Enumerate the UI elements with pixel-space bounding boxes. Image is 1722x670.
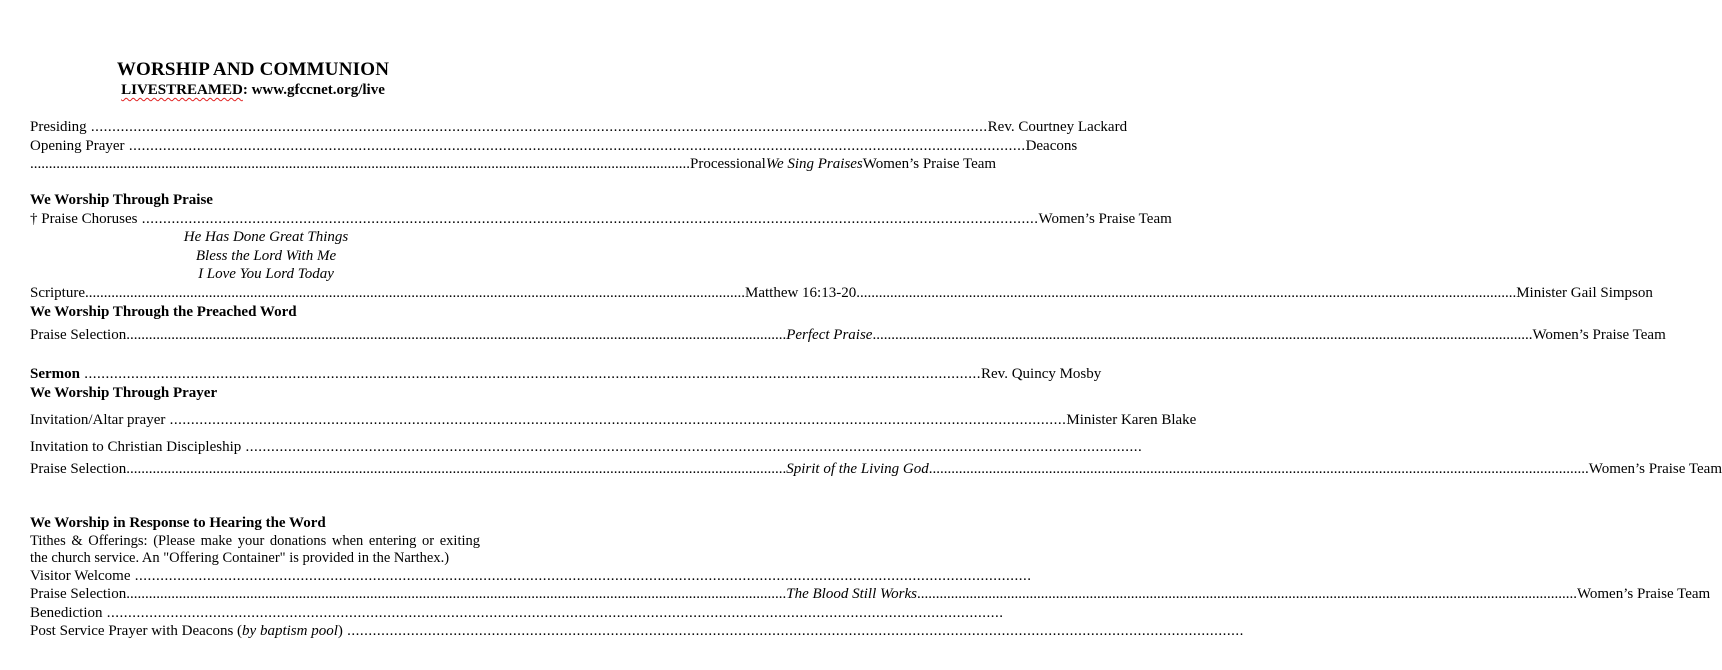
praise-choruses-value: Women’s Praise Team bbox=[1038, 210, 1172, 227]
sermon-value: Rev. Quincy Mosby bbox=[981, 365, 1102, 382]
sermon-label: Sermon bbox=[30, 365, 80, 382]
presiding-row bbox=[30, 118, 1128, 137]
invitation-value: Minister Karen Blake bbox=[1066, 412, 1197, 428]
word-selection-label: Praise Selection bbox=[30, 327, 127, 343]
visitor-row bbox=[30, 567, 480, 586]
scripture-value: Minister Gail Simpson bbox=[1516, 284, 1653, 301]
processional-value: Women’s Praise Team bbox=[862, 156, 997, 172]
discipleship-label: Invitation to Christian Discipleship bbox=[30, 438, 242, 455]
praise-heading: We Worship Through Praise bbox=[30, 191, 213, 208]
invitation-label: Invitation/Altar prayer bbox=[30, 412, 166, 428]
praise-song-3: I Love You Lord Today bbox=[198, 266, 334, 282]
post-prayer-close: ) bbox=[337, 623, 343, 639]
invitation-row bbox=[30, 411, 1197, 430]
opening-prayer-label: Opening Prayer bbox=[30, 137, 125, 154]
praise-choruses-row bbox=[30, 210, 1172, 229]
scripture-reference: Matthew 16:13-20 bbox=[744, 284, 857, 301]
response-selection-song: The Blood Still Works bbox=[786, 586, 917, 602]
opening-prayer-value: Deacons bbox=[1025, 137, 1078, 154]
word-selection-song: Perfect Praise bbox=[786, 327, 873, 343]
post-prayer-label: Post Service Prayer with Deacons ( bbox=[30, 623, 243, 639]
opening-prayer-row bbox=[30, 137, 1078, 156]
praise-song-2: Bless the Lord With Me bbox=[195, 247, 337, 264]
discipleship-row bbox=[30, 438, 480, 457]
word-heading: We Worship Through the Preached Word bbox=[30, 304, 297, 320]
benediction-label: Benediction bbox=[30, 604, 103, 621]
post-prayer-row bbox=[30, 622, 480, 641]
prayer-heading: We Worship Through Prayer bbox=[30, 385, 218, 401]
word-selection-row bbox=[30, 326, 1666, 345]
livestream-url: : www.gfccnet.org/live bbox=[242, 82, 385, 98]
processional-row bbox=[30, 155, 997, 174]
order-of-service bbox=[30, 118, 1722, 641]
prayer-selection-song: Spirit of the Living God bbox=[786, 461, 929, 477]
sermon-row bbox=[30, 365, 1102, 384]
scripture-label: Scripture bbox=[30, 284, 85, 301]
processional-label: Processional bbox=[690, 156, 766, 172]
benediction-row bbox=[30, 604, 480, 623]
praise-choruses-label: † Praise Choruses bbox=[30, 210, 138, 227]
post-prayer-note: by baptism pool bbox=[242, 623, 338, 639]
response-selection-label: Praise Selection bbox=[30, 586, 127, 602]
prayer-selection-value: Women’s Praise Team bbox=[1588, 461, 1722, 477]
response-selection-value: Women’s Praise Team bbox=[1576, 586, 1711, 602]
visitor-label: Visitor Welcome bbox=[30, 567, 131, 584]
presiding-value: Rev. Courtney Lackard bbox=[987, 119, 1128, 135]
prayer-selection-row bbox=[30, 460, 1722, 479]
page-title: WORSHIP AND COMMUNION bbox=[116, 59, 390, 80]
livestream-line bbox=[0, 82, 506, 99]
response-selection-row bbox=[30, 585, 1711, 604]
prayer-selection-label: Praise Selection bbox=[30, 461, 127, 477]
word-selection-value: Women’s Praise Team bbox=[1532, 327, 1666, 343]
livestream-label: LIVESTREAMED bbox=[121, 82, 243, 98]
response-heading: We Worship in Response to Hearing the Word bbox=[30, 514, 326, 531]
presiding-label: Presiding bbox=[30, 119, 87, 135]
tithes-paragraph: Tithes & Offerings: (Please make your donations when entering or exiting the church service. An "Offering Container" is provided in the Narthex.) bbox=[30, 532, 480, 566]
scripture-row bbox=[30, 284, 1653, 303]
praise-song-1: He Has Done Great Things bbox=[183, 229, 349, 245]
processional-song: We Sing Praises bbox=[765, 156, 863, 172]
